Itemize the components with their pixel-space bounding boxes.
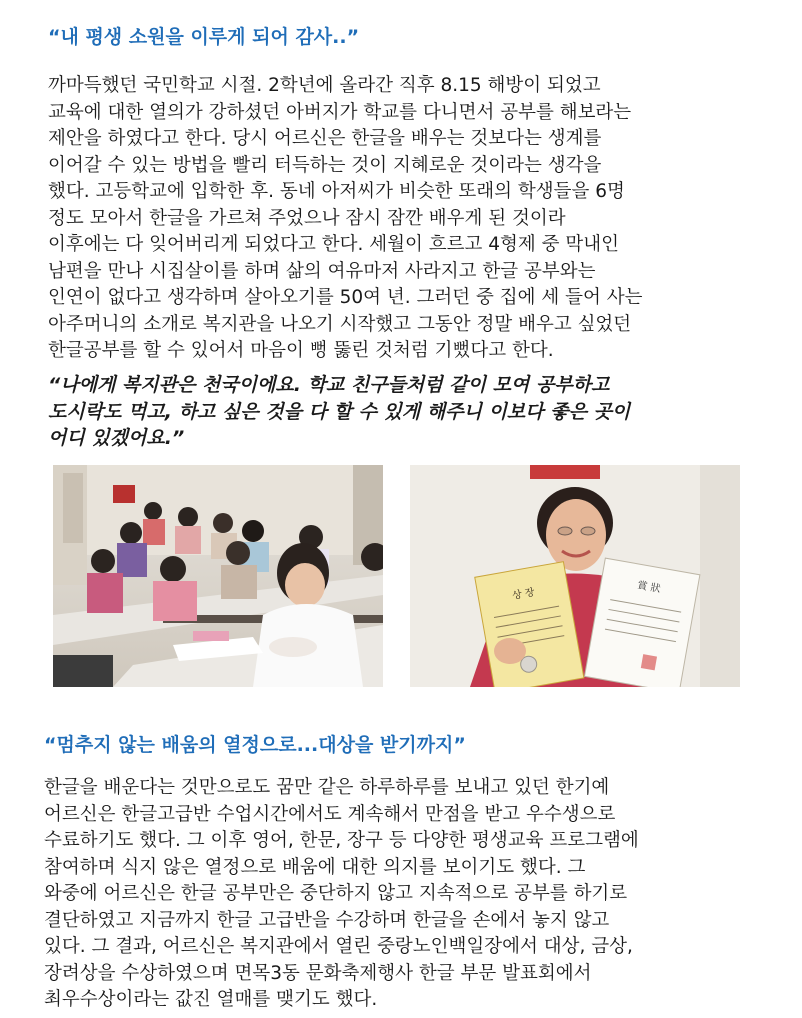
paragraph-line: 결단하였고 지금까지 한글 고급반을 수강하며 한글을 손에서 놓지 않고 [44, 909, 610, 931]
right-certificate-title: 賞 狀 [636, 580, 662, 596]
paragraph-line: 교육에 대한 열의가 강하셨던 아버지가 학교를 다니면서 공부를 해보라는 [48, 101, 632, 123]
quote-line: “나에게 복지관은 천국이에요. 학교 친구들처럼 같이 모여 공부하고 [48, 374, 610, 396]
paragraph-line: 까마득했던 국민학교 시절. 2학년에 올라간 직후 8.15 해방이 되었고 [48, 75, 601, 96]
paragraph-line: 최우수상이라는 값진 열매를 맺기도 했다. [44, 989, 378, 1010]
paragraph-line: 있다. 그 결과, 어르신은 복지관에서 열린 중랑노인백일장에서 대상, 금상, [44, 936, 633, 957]
section2-heading: “멈추지 않는 배움의 열정으로...대상을 받기까지” [44, 734, 466, 756]
award-photo [410, 465, 740, 687]
classroom-photo [53, 465, 383, 687]
section1-heading: “내 평생 소원을 이루게 되어 감사..” [48, 26, 360, 48]
paragraph-line: 참여하며 식지 않은 열정으로 배움에 대한 의지를 보이기도 했다. 그 [44, 856, 586, 878]
pull-quote [48, 372, 630, 452]
award-illustration [410, 465, 740, 687]
paragraph-line: 이어갈 수 있는 방법을 빨리 터득하는 것이 지혜로운 것이라는 생각을 [48, 154, 602, 176]
paragraph-line: 어르신은 한글고급반 수업시간에서도 계속해서 만점을 받고 우수생으로 [44, 803, 616, 825]
paragraph-line: 했다. 고등학교에 입학한 후. 동네 아저씨가 비슷한 또래의 학생들을 6명 [48, 181, 625, 202]
quote-line: 도시락도 먹고, 하고 싶은 것을 다 할 수 있게 해주니 이보다 좋은 곳이 [48, 400, 631, 423]
paragraph-line: 제안을 하였다고 한다. 당시 어르신은 한글을 배우는 것보다는 생계를 [48, 128, 602, 149]
paragraph-line: 한글을 배운다는 것만으로도 꿈만 같은 하루하루를 보내고 있던 한기예 [44, 777, 610, 798]
section1-paragraph [48, 73, 643, 365]
paragraph-line: 인연이 없다고 생각하며 살아오기를 50여 년. 그러던 중 집에 세 들어 사는 [48, 287, 643, 308]
paragraph-line: 장려상을 수상하였으며 면목3동 문화축제행사 한글 부문 발표회에서 [44, 962, 592, 984]
paragraph-line: 아주머니의 소개로 복지관을 나오기 시작했고 그동안 정말 배우고 싶었던 [48, 313, 632, 335]
section2-paragraph [44, 775, 639, 1014]
paragraph-line: 이후에는 다 잊어버리게 되었다고 한다. 세월이 흐르고 4형제 중 막내인 [48, 234, 619, 255]
paragraph-line: 정도 모아서 한글을 가르쳐 주었으나 잠시 잠깐 배우게 된 것이라 [48, 207, 566, 229]
paragraph-line: 수료하기도 했다. 그 이후 영어, 한문, 장구 등 다양한 평생교육 프로그램에 [44, 830, 639, 851]
paragraph-line: 한글공부를 할 수 있어서 마음이 뻥 뚫린 것처럼 기뻤다고 한다. [48, 340, 554, 361]
paragraph-line: 남편을 만나 시집살이를 하며 삶의 여유마저 사라지고 한글 공부와는 [48, 260, 596, 282]
classroom-illustration [53, 465, 383, 687]
paragraph-line: 와중에 어르신은 한글 공부만은 중단하지 않고 지속적으로 공부를 하기로 [44, 883, 628, 904]
quote-line: 어디 있겠어요.” [48, 427, 185, 449]
left-certificate-title: 상 장 [511, 587, 536, 602]
